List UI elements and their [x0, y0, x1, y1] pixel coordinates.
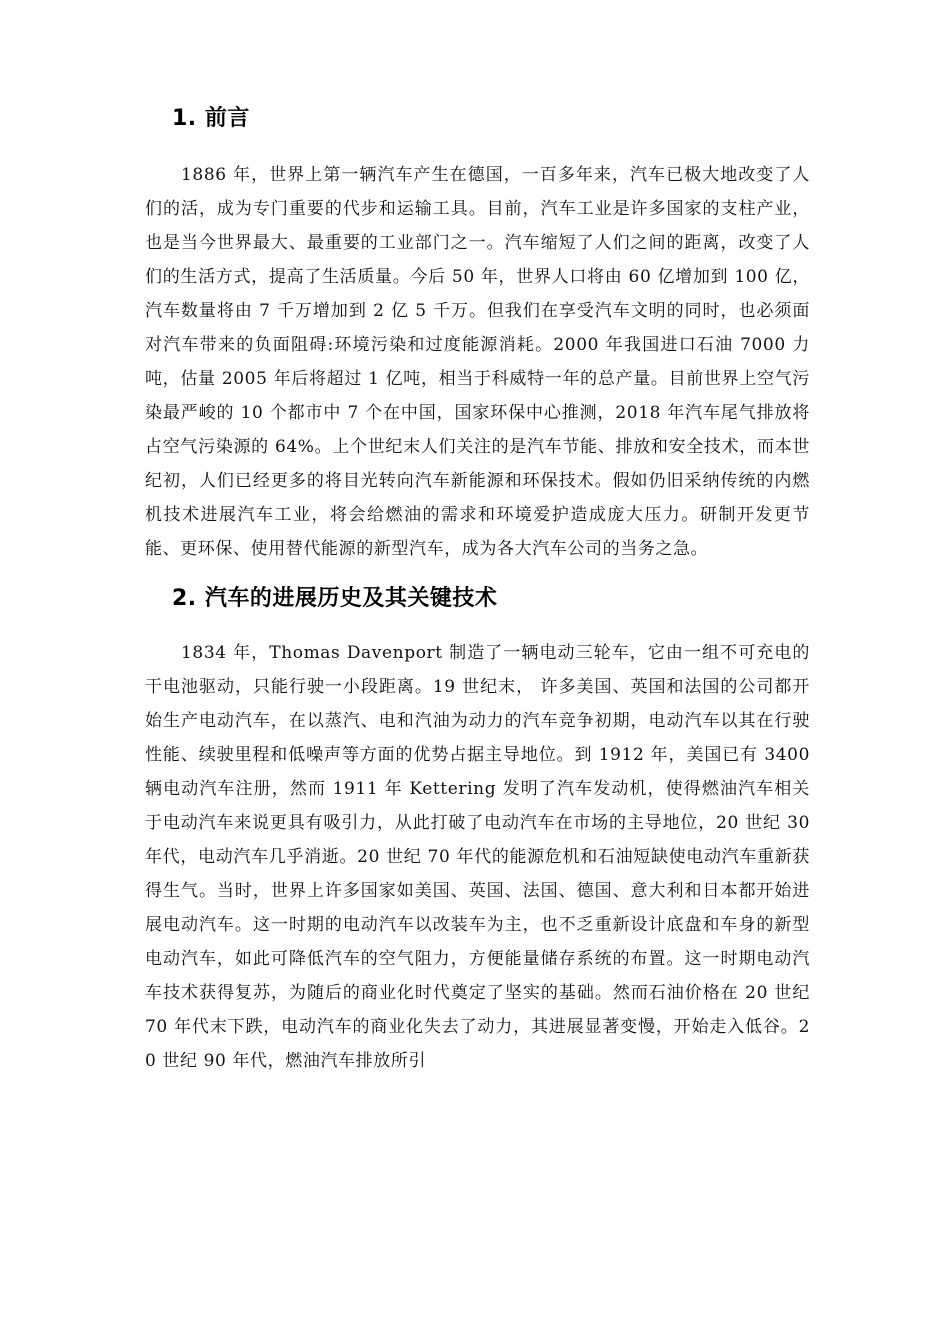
document-body — [145, 100, 810, 1078]
section-heading-history: 2. 汽车的进展历史及其关键技术 — [172, 586, 498, 611]
section-paragraph-history: 1834 年，Thomas Davenport 制造了一辆电动三轮车，它由一组不可充电的干电池驱动，只能行驶一小段距离。19 世纪末， 许多美国、英国和法国的公司都开始生产电动汽车，在以蒸汽、电和汽油为动力的汽车竞争初期，电动汽车以其在行驶性能、续驶里程和低噪声等方面的优势占据主导地位。到 1912 年，美国已有 3400 辆电动汽车注册，然而 1911 年 Kettering 发明了汽车发动机，使得燃油汽车相关于电动汽车来说更具有吸引力，从此打破了电动汽车在市场的主导地位，20 世纪 30 年代，电动汽车几乎消逝。20 世纪 70 年代的能源危机和石油短缺使电动汽车重新获得生气。当时，世界上许多国家如美国、英国、法国、德国、意大利和日本都开始进展电动汽车。这一时期的电动汽车以改装车为主，也不乏重新设计底盘和车身的新型电动汽车，如此可降低汽车的空气阻力，方便能量储存系统的布置。这一时期电动汽车技术获得复苏，为随后的商业化时代奠定了坚实的基础。然而石油价格在 20 世纪 70 年代末下跌，电动汽车的商业化失去了动力，其进展显著变慢，开始走入低谷。20 世纪 90 年代，燃油汽车排放所引 — [145, 643, 810, 1071]
section-paragraph-preface: 1886 年，世界上第一辆汽车产生在德国，一百多年来，汽车已极大地改变了人们的活，成为专门重要的代步和运输工具。目前，汽车工业是许多国家的支柱产业，也是当今世界最大、最重要的工业部门之一。汽车缩短了人们之间的距离，改变了人们的生活方式，提高了生活质量。今后 50 年，世界人口将由 60 亿增加到 100 亿，汽车数量将由 7 千万增加到 2 亿 5 千万。但我们在享受汽车文明的同时，也必须面对汽车带来的负面阻碍:环境污染和过度能源消耗。2000 年我国进口石油 7000 力吨，估量 2005 年后将超过 1 亿吨，相当于科威特一年的总产量。目前世界上空气污染最严峻的 10 个都市中 7 个在中国，国家环保中心推测，2018 年汽车尾气排放将占空气污染源的 64%。上个世纪末人们关注的是汽车节能、排放和安全技术，而本世纪初，人们已经更多的将目光转向汽车新能源和环保技术。假如仍旧采纳传统的内燃机技术进展汽车工业，将会给燃油的需求和环境爱护造成庞大压力。研制开发更节能、更环保、使用替代能源的新型汽车，成为各大汽车公司的当务之急。 — [145, 165, 810, 559]
section-heading-preface: 1. 前言 — [172, 106, 250, 131]
